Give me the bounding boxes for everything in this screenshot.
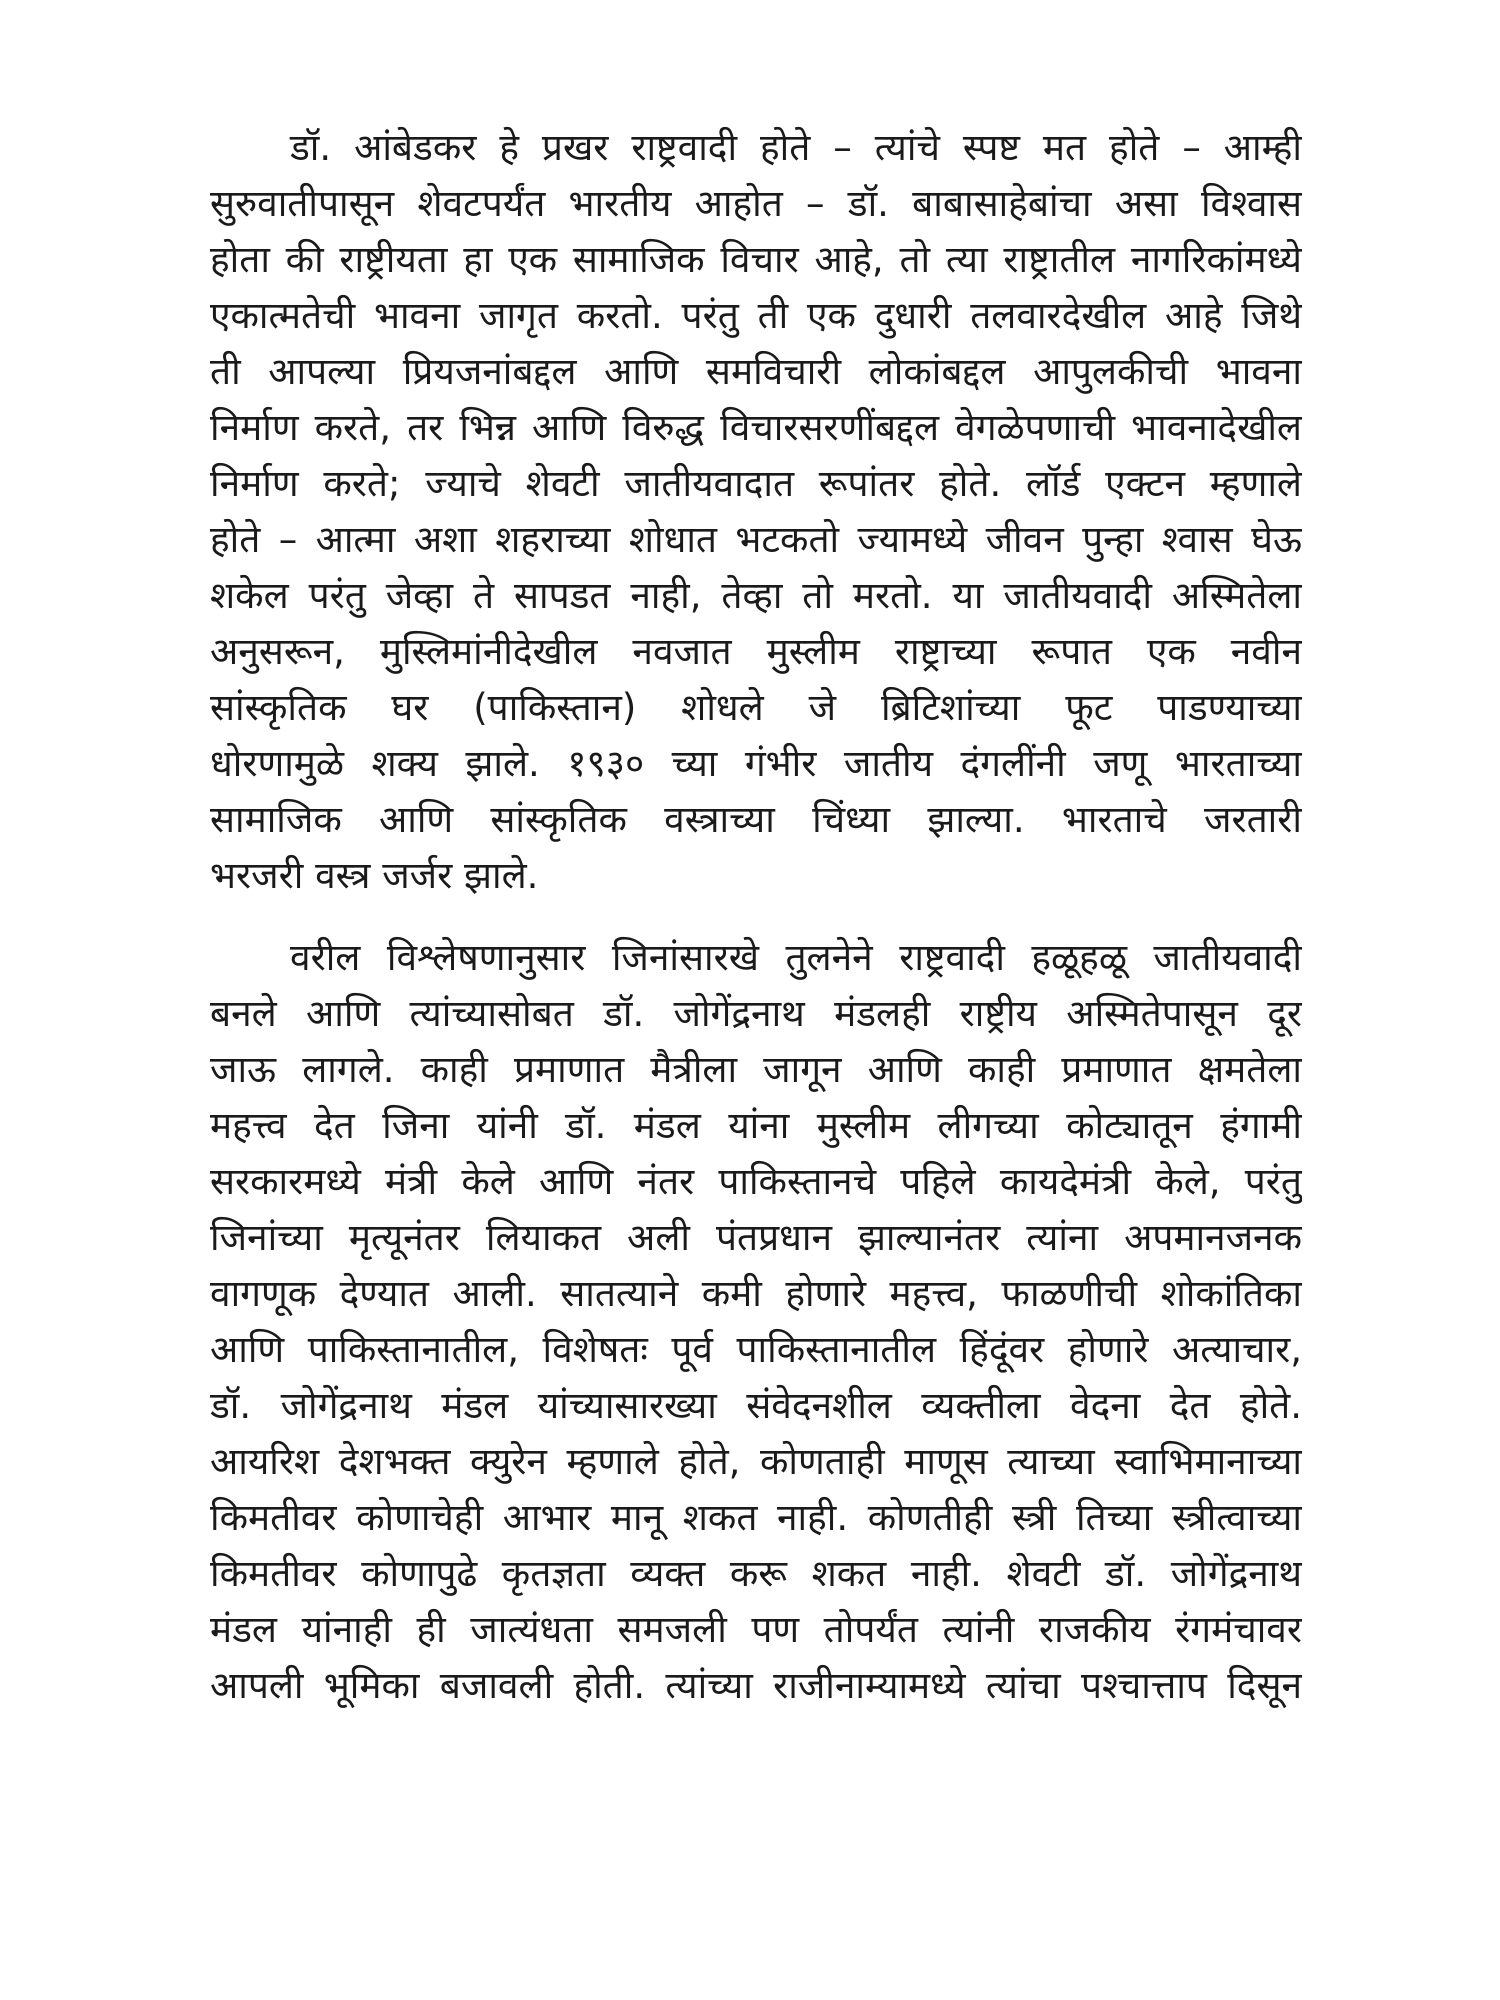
text-line: बनले आणि त्यांच्यासोबत डॉ. जोगेंद्रनाथ मंडलही राष्ट्रीय अस्मितेपासून दूर <box>210 992 1302 1035</box>
paragraph-2 <box>210 930 1302 1714</box>
text-line: होते – आत्मा अशा शहराच्या शोधात भटकतो ज्यामध्ये जीवन पुन्हा श्वास घेऊ <box>210 518 1302 561</box>
text-line: आणि पाकिस्तानातील, विशेषतः पूर्व पाकिस्तानातील हिंदूंवर होणारे अत्याचार, <box>210 1328 1302 1371</box>
text-line: सरकारमध्ये मंत्री केले आणि नंतर पाकिस्तानचे पहिले कायदेमंत्री केले, परंतु <box>210 1160 1302 1203</box>
text-line: डॉ. आंबेडकर हे प्रखर राष्ट्रवादी होते – त्यांचे स्पष्ट मत होते – आम्ही <box>290 126 1302 169</box>
text-line: सामाजिक आणि सांस्कृतिक वस्त्राच्या चिंध्या झाल्या. भारताचे जरतारी <box>210 798 1302 841</box>
text-line: किमतीवर कोणापुढे कृतज्ञता व्यक्त करू शकत नाही. शेवटी डॉ. जोगेंद्रनाथ <box>210 1552 1302 1595</box>
text-line: होता की राष्ट्रीयता हा एक सामाजिक विचार आहे, तो त्या राष्ट्रातील नागरिकांमध्ये <box>210 238 1302 281</box>
text-line: जाऊ लागले. काही प्रमाणात मैत्रीला जागून आणि काही प्रमाणात क्षमतेला <box>210 1048 1302 1091</box>
text-line: जिनांच्या मृत्यूनंतर लियाकत अली पंतप्रधान झाल्यानंतर त्यांना अपमानजनक <box>210 1216 1302 1259</box>
text-line: शकेल परंतु जेव्हा ते सापडत नाही, तेव्हा तो मरतो. या जातीयवादी अस्मितेला <box>210 574 1302 617</box>
text-line: एकात्मतेची भावना जागृत करतो. परंतु ती एक दुधारी तलवारदेखील आहे जिथे <box>210 294 1302 337</box>
document-page <box>210 120 1302 1714</box>
text-line: वरील विश्लेषणानुसार जिनांसारखे तुलनेने राष्ट्रवादी हळूहळू जातीयवादी <box>290 936 1302 979</box>
text-line: धोरणामुळे शक्य झाले. १९३० च्या गंभीर जातीय दंगलींनी जणू भारताच्या <box>210 742 1302 785</box>
text-line: किमतीवर कोणाचेही आभार मानू शकत नाही. कोणतीही स्त्री तिच्या स्त्रीत्वाच्या <box>210 1496 1302 1539</box>
text-line: निर्माण करते, तर भिन्न आणि विरुद्ध विचारसरणींबद्दल वेगळेपणाची भावनादेखील <box>210 406 1302 449</box>
text-line: ती आपल्या प्रियजनांबद्दल आणि समविचारी लोकांबद्दल आपुलकीची भावना <box>210 350 1302 393</box>
text-line: महत्त्व देत जिना यांनी डॉ. मंडल यांना मुस्लीम लीगच्या कोट्यातून हंगामी <box>210 1104 1302 1147</box>
text-line: आयरिश देशभक्त क्युरेन म्हणाले होते, कोणताही माणूस त्याच्या स्वाभिमानाच्या <box>210 1440 1302 1483</box>
text-line: अनुसरून, मुस्लिमांनीदेखील नवजात मुस्लीम राष्ट्राच्या रूपात एक नवीन <box>210 630 1302 673</box>
text-line: सांस्कृतिक घर (पाकिस्तान) शोधले जे ब्रिटिशांच्या फूट पाडण्याच्या <box>210 686 1302 729</box>
text-line: आपली भूमिका बजावली होती. त्यांच्या राजीनाम्यामध्ये त्यांचा पश्चात्ताप दिसून <box>210 1664 1302 1707</box>
text-line: निर्माण करते; ज्याचे शेवटी जातीयवादात रूपांतर होते. लॉर्ड एक्टन म्हणाले <box>210 462 1302 505</box>
text-line: भरजरी वस्त्र जर्जर झाले. <box>210 854 539 897</box>
text-line: मंडल यांनाही ही जात्यंधता समजली पण तोपर्यंत त्यांनी राजकीय रंगमंचावर <box>210 1608 1302 1651</box>
text-line: वागणूक देण्यात आली. सातत्याने कमी होणारे महत्त्व, फाळणीची शोकांतिका <box>210 1272 1302 1315</box>
paragraph-1 <box>210 120 1302 904</box>
text-line: सुरुवातीपासून शेवटपर्यंत भारतीय आहोत – डॉ. बाबासाहेबांचा असा विश्वास <box>210 182 1302 225</box>
paragraph-spacer <box>210 904 1302 930</box>
text-line: डॉ. जोगेंद्रनाथ मंडल यांच्यासारख्या संवेदनशील व्यक्तीला वेदना देत होते. <box>210 1384 1302 1427</box>
